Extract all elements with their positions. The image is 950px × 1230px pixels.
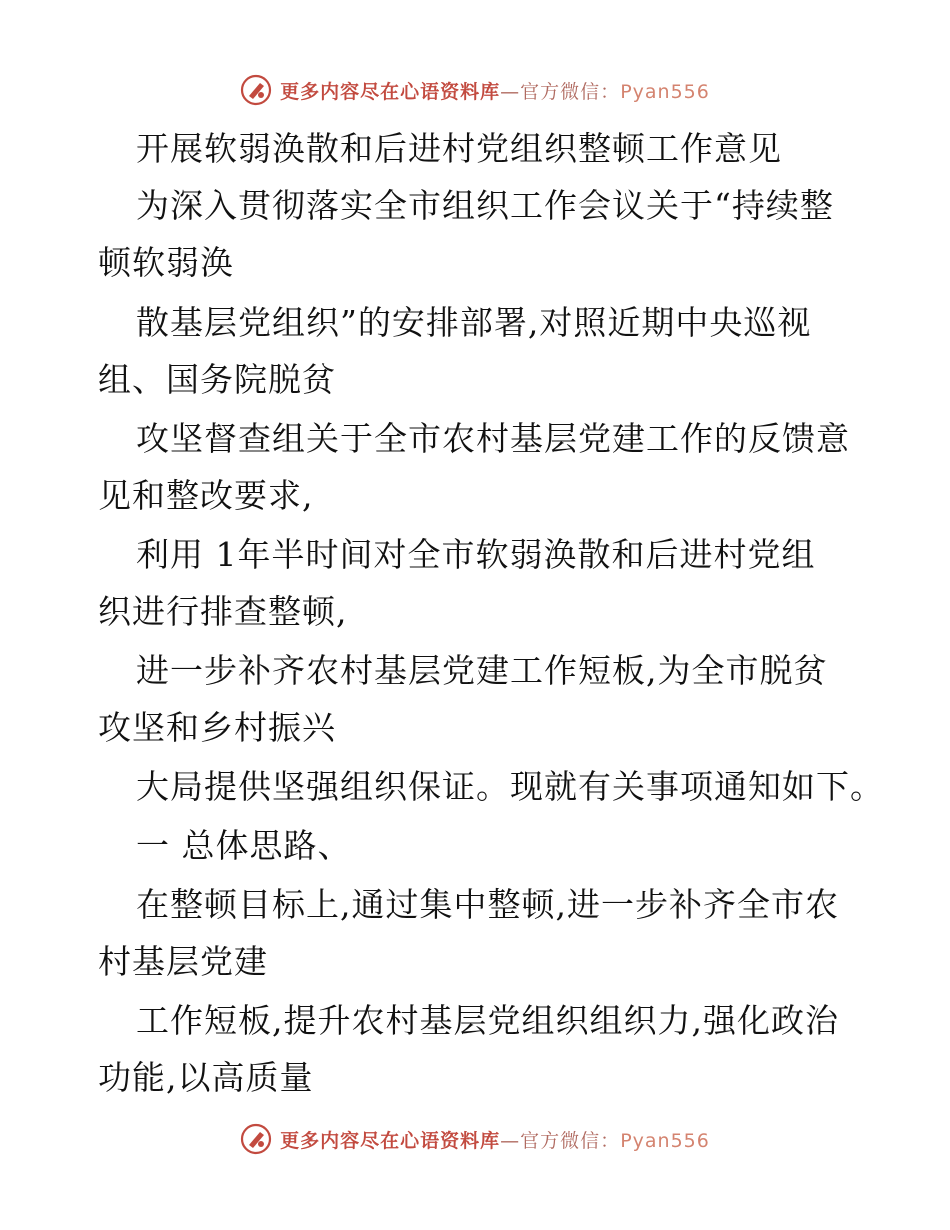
text-line: 组、国务院脱贫 bbox=[98, 360, 336, 399]
watermark-contact-label: 官方微信： bbox=[520, 80, 621, 103]
footer-watermark bbox=[0, 1119, 950, 1159]
header-watermark bbox=[0, 70, 950, 110]
document-title: 开展软弱涣散和后进村党组织整顿工作意见 bbox=[136, 129, 782, 168]
watermark-dash: — bbox=[500, 80, 521, 103]
watermark-contact-id: Pyan556 bbox=[620, 1129, 710, 1152]
watermark-main-text: 更多内容尽在心语资料库 bbox=[280, 80, 501, 103]
watermark-main-text: 更多内容尽在心语资料库 bbox=[280, 1129, 501, 1152]
text-line: 攻坚和乡村振兴 bbox=[98, 708, 336, 747]
watermark-logo-icon bbox=[240, 1123, 272, 1155]
text-line: 在整顿目标上,通过集中整顿,进一步补齐全市农 bbox=[136, 885, 839, 924]
watermark-contact-id: Pyan556 bbox=[620, 80, 710, 103]
text-line: 织进行排查整顿, bbox=[98, 592, 348, 631]
text-line: 见和整改要求, bbox=[98, 476, 314, 515]
watermark-contact-label: 官方微信： bbox=[520, 1129, 621, 1152]
text-line: 功能,以高质量 bbox=[98, 1058, 314, 1097]
text-line: 攻坚督查组关于全市农村基层党建工作的反馈意 bbox=[136, 419, 850, 458]
text-line: 利用 1年半时间对全市软弱涣散和后进村党组 bbox=[136, 535, 816, 574]
text-line: 大局提供坚强组织保证。现就有关事项通知如下。 bbox=[136, 767, 884, 806]
text-line: 为深入贯彻落实全市组织工作会议关于“持续整 bbox=[136, 186, 834, 225]
watermark-dash: — bbox=[500, 1129, 521, 1152]
text-line: 进一步补齐农村基层党建工作短板,为全市脱贫 bbox=[136, 651, 828, 690]
text-line: 散基层党组织”的安排部署,对照近期中央巡视 bbox=[136, 303, 812, 342]
text-line: 村基层党建 bbox=[98, 942, 268, 981]
text-line: 顿软弱涣 bbox=[98, 243, 234, 282]
section-heading: 一 总体思路、 bbox=[136, 826, 352, 865]
text-line: 工作短板,提升农村基层党组织组织力,强化政治 bbox=[136, 1001, 839, 1040]
watermark-logo-icon bbox=[240, 74, 272, 106]
